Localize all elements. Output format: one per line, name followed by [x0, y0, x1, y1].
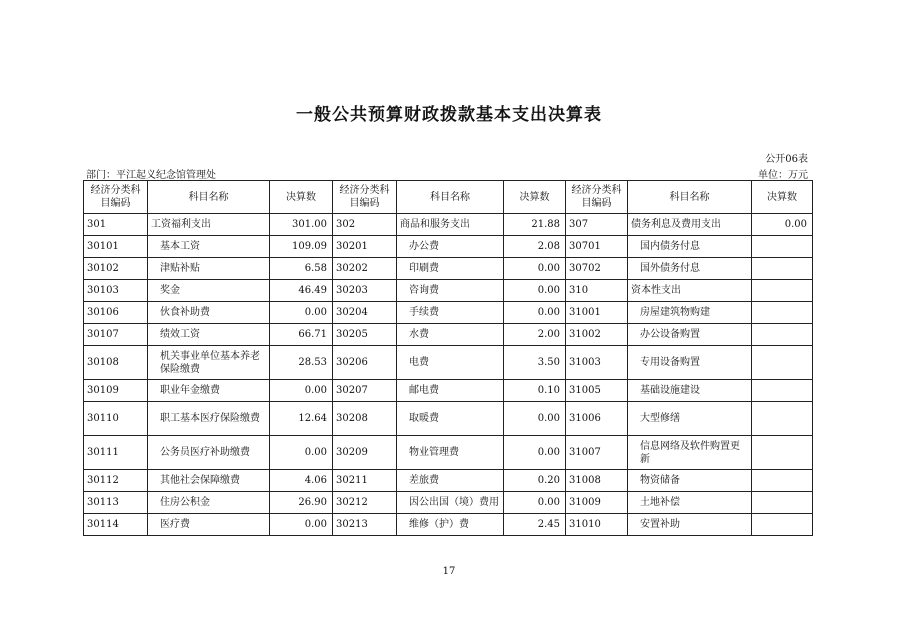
cell-code: 30107: [84, 324, 148, 346]
table-row: [84, 514, 813, 536]
cell-name: 印刷费: [397, 258, 504, 280]
cell-amount: 21.88: [504, 214, 566, 236]
unit-label: 单位：万元: [758, 170, 808, 181]
cell-amount: [752, 514, 813, 536]
cell-name: 商品和服务支出: [397, 214, 504, 236]
cell-amount: [752, 436, 813, 470]
cell-code: 30205: [333, 324, 397, 346]
header-amount-3: 决算数: [752, 181, 813, 214]
cell-name: 资本性支出: [628, 280, 752, 302]
cell-name: 伙食补助费: [148, 302, 270, 324]
cell-name: 手续费: [397, 302, 504, 324]
cell-name: 机关事业单位基本养老保险缴费: [148, 346, 270, 380]
cell-code: 30108: [84, 346, 148, 380]
cell-name: 土地补偿: [628, 492, 752, 514]
cell-amount: [752, 302, 813, 324]
cell-amount: 0.20: [504, 470, 566, 492]
cell-name: 医疗费: [148, 514, 270, 536]
table-row: [84, 214, 813, 236]
table-row: [84, 402, 813, 436]
header-amount-2: 决算数: [504, 181, 566, 214]
cell-name: 差旅费: [397, 470, 504, 492]
cell-amount: 0.00: [504, 280, 566, 302]
header-code-3: 经济分类科目编码: [566, 181, 628, 214]
cell-code: 30111: [84, 436, 148, 470]
cell-code: 30113: [84, 492, 148, 514]
page-number: 17: [442, 566, 456, 577]
cell-amount: 0.10: [504, 380, 566, 402]
cell-code: 30102: [84, 258, 148, 280]
cell-amount: [752, 470, 813, 492]
page-title: 一般公共预算财政拨款基本支出决算表: [296, 105, 602, 125]
table-row: [84, 280, 813, 302]
cell-name: 电费: [397, 346, 504, 380]
cell-amount: [752, 380, 813, 402]
cell-code: 30103: [84, 280, 148, 302]
cell-name: 基础设施建设: [628, 380, 752, 402]
header-name-2: 科目名称: [397, 181, 504, 214]
cell-code: 307: [566, 214, 628, 236]
cell-code: 310: [566, 280, 628, 302]
cell-name: 工资福利支出: [148, 214, 270, 236]
cell-amount: 3.50: [504, 346, 566, 380]
cell-code: 30114: [84, 514, 148, 536]
cell-amount: 12.64: [270, 402, 333, 436]
cell-name: 国内债务付息: [628, 236, 752, 258]
cell-amount: 2.45: [504, 514, 566, 536]
cell-amount: 0.00: [504, 258, 566, 280]
cell-amount: 0.00: [270, 302, 333, 324]
cell-name: 因公出国（境）费用: [397, 492, 504, 514]
cell-code: 31007: [566, 436, 628, 470]
cell-amount: 0.00: [504, 302, 566, 324]
cell-amount: 0.00: [270, 514, 333, 536]
cell-code: 30204: [333, 302, 397, 324]
table-row: [84, 436, 813, 470]
cell-code: 30109: [84, 380, 148, 402]
table-row: [84, 346, 813, 380]
cell-code: 30211: [333, 470, 397, 492]
cell-code: 30110: [84, 402, 148, 436]
cell-code: 30701: [566, 236, 628, 258]
cell-name: 邮电费: [397, 380, 504, 402]
cell-code: 30106: [84, 302, 148, 324]
cell-amount: 26.90: [270, 492, 333, 514]
cell-name: 债务利息及费用支出: [628, 214, 752, 236]
cell-name: 基本工资: [148, 236, 270, 258]
cell-name: 房屋建筑物购建: [628, 302, 752, 324]
cell-code: 31002: [566, 324, 628, 346]
cell-amount: 66.71: [270, 324, 333, 346]
header-code-1: 经济分类科目编码: [84, 181, 148, 214]
cell-amount: [752, 346, 813, 380]
cell-code: 30209: [333, 436, 397, 470]
cell-name: 物业管理费: [397, 436, 504, 470]
cell-name: 职业年金缴费: [148, 380, 270, 402]
cell-name: 取暖费: [397, 402, 504, 436]
table-row: [84, 492, 813, 514]
cell-name: 绩效工资: [148, 324, 270, 346]
cell-name: 津贴补贴: [148, 258, 270, 280]
cell-amount: 2.00: [504, 324, 566, 346]
cell-code: 302: [333, 214, 397, 236]
cell-name: 维修（护）费: [397, 514, 504, 536]
cell-code: 31001: [566, 302, 628, 324]
header-name-3: 科目名称: [628, 181, 752, 214]
cell-code: 30208: [333, 402, 397, 436]
cell-name: 国外债务付息: [628, 258, 752, 280]
cell-name: 大型修缮: [628, 402, 752, 436]
cell-amount: [752, 492, 813, 514]
expenditure-table: [83, 180, 813, 536]
cell-amount: [752, 280, 813, 302]
cell-code: 30702: [566, 258, 628, 280]
cell-amount: [752, 236, 813, 258]
cell-amount: 2.08: [504, 236, 566, 258]
cell-amount: [752, 258, 813, 280]
cell-name: 信息网络及软件购置更新: [628, 436, 752, 470]
cell-code: 30213: [333, 514, 397, 536]
cell-name: 咨询费: [397, 280, 504, 302]
cell-amount: 0.00: [752, 214, 813, 236]
cell-name: 专用设备购置: [628, 346, 752, 380]
cell-amount: 109.09: [270, 236, 333, 258]
cell-code: 31003: [566, 346, 628, 380]
cell-code: 31008: [566, 470, 628, 492]
cell-code: 31006: [566, 402, 628, 436]
cell-amount: 0.00: [504, 402, 566, 436]
table-row: [84, 470, 813, 492]
cell-name: 职工基本医疗保险缴费: [148, 402, 270, 436]
cell-code: 30212: [333, 492, 397, 514]
cell-amount: 4.06: [270, 470, 333, 492]
cell-code: 30203: [333, 280, 397, 302]
cell-amount: 301.00: [270, 214, 333, 236]
table-row: [84, 302, 813, 324]
cell-amount: 0.00: [504, 492, 566, 514]
cell-code: 31005: [566, 380, 628, 402]
cell-code: 30206: [333, 346, 397, 380]
table-row: [84, 236, 813, 258]
cell-name: 其他社会保障缴费: [148, 470, 270, 492]
cell-name: 住房公积金: [148, 492, 270, 514]
cell-amount: 0.00: [270, 436, 333, 470]
cell-name: 公务员医疗补助缴费: [148, 436, 270, 470]
cell-code: 30201: [333, 236, 397, 258]
cell-code: 30112: [84, 470, 148, 492]
cell-name: 办公设备购置: [628, 324, 752, 346]
cell-amount: 0.00: [504, 436, 566, 470]
cell-code: 30101: [84, 236, 148, 258]
header-amount-1: 决算数: [270, 181, 333, 214]
cell-code: 30202: [333, 258, 397, 280]
cell-name: 水费: [397, 324, 504, 346]
form-number: 公开06表: [765, 154, 808, 165]
table-row: [84, 380, 813, 402]
cell-amount: 0.00: [270, 380, 333, 402]
cell-name: 物资储备: [628, 470, 752, 492]
cell-amount: [752, 324, 813, 346]
table-row: [84, 258, 813, 280]
cell-amount: [752, 402, 813, 436]
table-header-row: [84, 181, 813, 214]
cell-amount: 46.49: [270, 280, 333, 302]
department-label: 部门：平江起义纪念馆管理处: [86, 170, 216, 181]
cell-name: 奖金: [148, 280, 270, 302]
cell-code: 31009: [566, 492, 628, 514]
cell-name: 安置补助: [628, 514, 752, 536]
header-name-1: 科目名称: [148, 181, 270, 214]
cell-code: 31010: [566, 514, 628, 536]
header-code-2: 经济分类科目编码: [333, 181, 397, 214]
cell-name: 办公费: [397, 236, 504, 258]
cell-amount: 6.58: [270, 258, 333, 280]
cell-code: 30207: [333, 380, 397, 402]
table-row: [84, 324, 813, 346]
cell-code: 301: [84, 214, 148, 236]
cell-amount: 28.53: [270, 346, 333, 380]
